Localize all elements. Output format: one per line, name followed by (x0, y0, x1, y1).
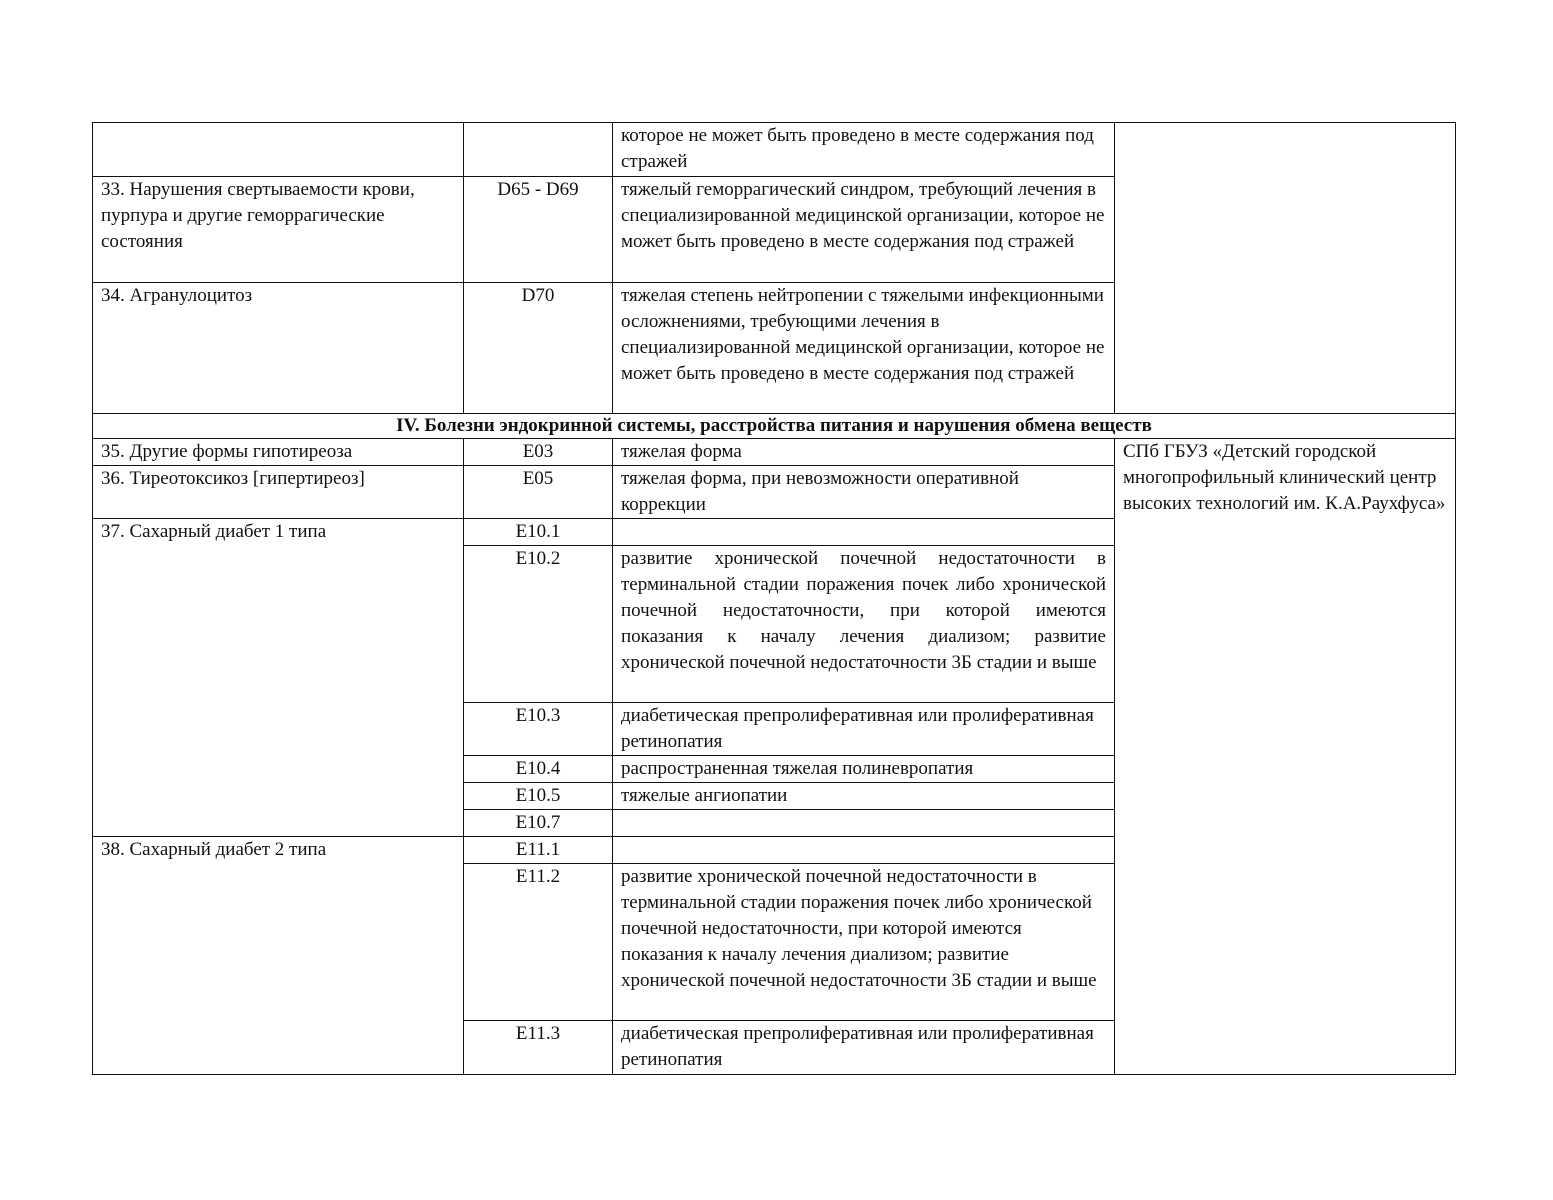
condition-cell: тяжелые ангиопатии (613, 783, 1115, 810)
code-cell: D65 - D69 (464, 177, 613, 283)
section-header-row (93, 414, 1456, 439)
condition-cell: тяжелая форма, при невозможности оперативной коррекции (613, 466, 1115, 519)
condition-cell: диабетическая препролиферативная или пролиферативная ретинопатия (613, 703, 1115, 756)
code-cell: E03 (464, 439, 613, 466)
disease-cell: 37. Сахарный диабет 1 типа (93, 519, 464, 837)
condition-cell: диабетическая препролиферативная или пролиферативная ретинопатия (613, 1021, 1115, 1075)
condition-cell: тяжелая форма (613, 439, 1115, 466)
organization-cell: СПб ГБУЗ «Детский городской многопрофильный клинический центр высоких технологий им. К.А.Раухфуса» (1115, 439, 1456, 1075)
organization-cell-empty (1115, 123, 1456, 414)
code-cell: E10.5 (464, 783, 613, 810)
code-cell: E11.1 (464, 837, 613, 864)
table-row (93, 123, 1456, 177)
code-cell: E05 (464, 466, 613, 519)
disease-cell: 36. Тиреотоксикоз [гипертиреоз] (93, 466, 464, 519)
table-row (93, 439, 1456, 466)
condition-cell: тяжелая степень нейтропении с тяжелыми инфекционными осложнениями, требующими лечения в специализированной медицинской организации, которое не может быть проведено в месте содержания под стражей (613, 283, 1115, 414)
code-cell: E10.7 (464, 810, 613, 837)
condition-cell: распространенная тяжелая полиневропатия (613, 756, 1115, 783)
code-cell: E11.2 (464, 864, 613, 1021)
condition-cell: развитие хронической почечной недостаточности в терминальной стадии поражения почек либо хронической почечной недостаточности, при которой имеются показания к началу лечения диализом; развитие хронической почечной недостаточности 3Б стадии и выше (613, 546, 1115, 703)
condition-cell (613, 837, 1115, 864)
code-cell: E11.3 (464, 1021, 613, 1075)
disease-cell: 38. Сахарный диабет 2 типа (93, 837, 464, 1075)
condition-cell: которое не может быть проведено в месте содержания под стражей (613, 123, 1115, 177)
code-cell: E10.3 (464, 703, 613, 756)
disease-table (92, 122, 1456, 1075)
code-cell: E10.4 (464, 756, 613, 783)
section-title: IV. Болезни эндокринной системы, расстройства питания и нарушения обмена веществ (93, 414, 1456, 439)
code-cell: E10.1 (464, 519, 613, 546)
condition-cell (613, 519, 1115, 546)
disease-cell: 34. Агранулоцитоз (93, 283, 464, 414)
disease-cell (93, 123, 464, 177)
code-cell: D70 (464, 283, 613, 414)
disease-cell: 33. Нарушения свертываемости крови, пурпура и другие геморрагические состояния (93, 177, 464, 283)
disease-cell: 35. Другие формы гипотиреоза (93, 439, 464, 466)
condition-cell: развитие хронической почечной недостаточности в терминальной стадии поражения почек либо хронической почечной недостаточности, при которой имеются показания к началу лечения диализом; развитие хронической почечной недостаточности 3Б стадии и выше (613, 864, 1115, 1021)
code-cell: E10.2 (464, 546, 613, 703)
condition-cell (613, 810, 1115, 837)
condition-cell: тяжелый геморрагический синдром, требующий лечения в специализированной медицинской организации, которое не может быть проведено в месте содержания под стражей (613, 177, 1115, 283)
code-cell (464, 123, 613, 177)
